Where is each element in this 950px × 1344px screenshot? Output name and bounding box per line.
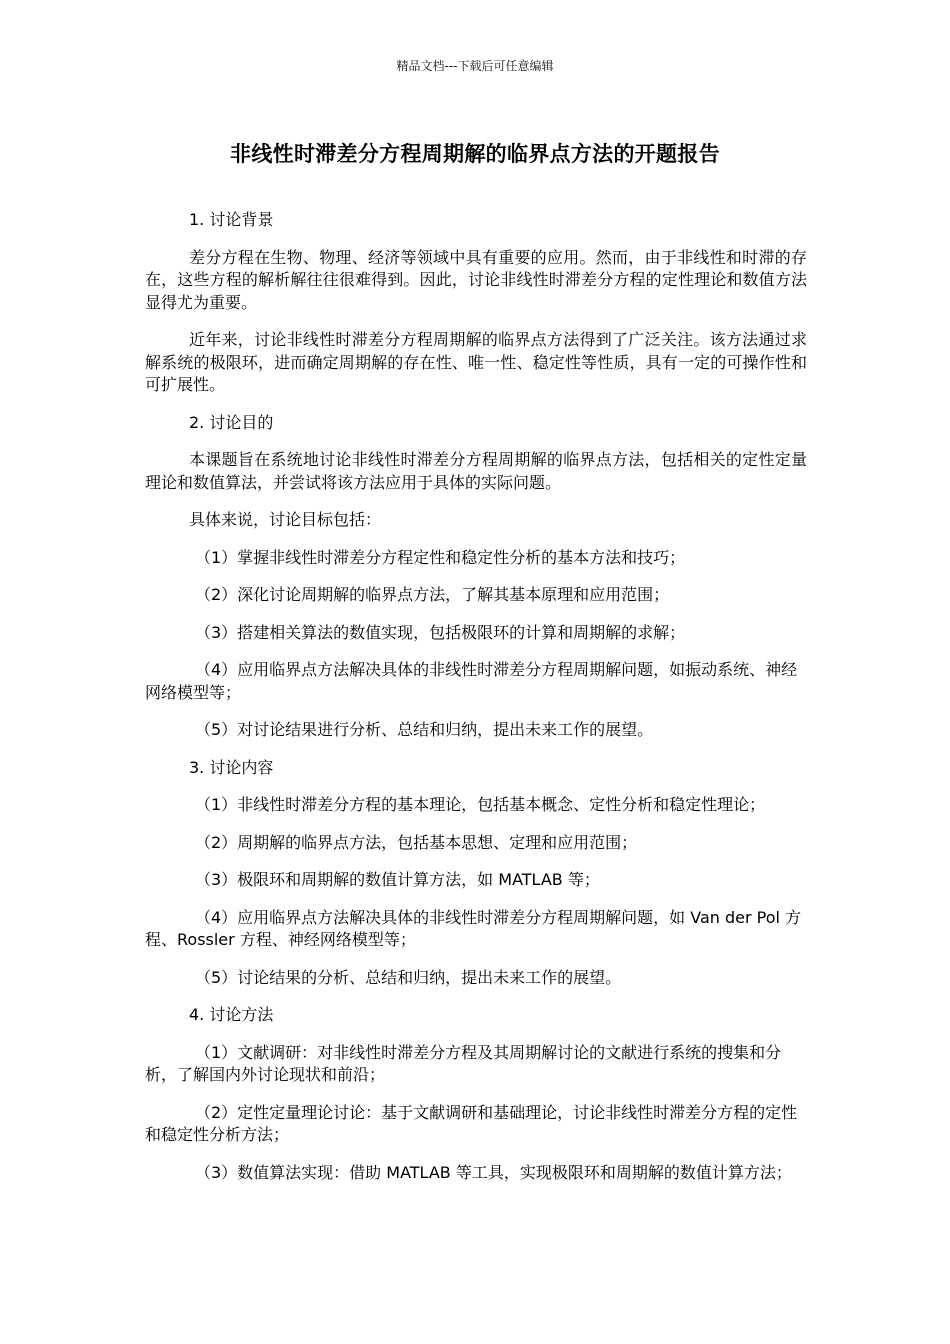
list-item: （5）讨论结果的分析、总结和归纳，提出未来工作的展望。 (195, 967, 622, 987)
list-item: （5）对讨论结果进行分析、总结和归纳，提出未来工作的展望。 (195, 720, 654, 739)
section-heading-method: 4. 讨论方法 (189, 1005, 274, 1024)
list-item: （2）深化讨论周期解的临界点方法，了解其基本原理和应用范围； (195, 585, 670, 604)
list-item: （2）周期解的临界点方法，包括基本思想、定理和应用范围； (195, 832, 638, 852)
list-item: （4）应用临界点方法解决具体的非线性时滞差分方程周期解问题，如振动系统、神经网络模型等； (145, 660, 798, 702)
paragraph: 差分方程在生物、物理、经济等领域中具有重要的应用。然而，由于非线性和时滞的存在，这些方程的解析解往往很难得到。因此，讨论非线性时滞差分方程的定性理论和数值方法显得尤为重要。 (145, 247, 807, 312)
list-item: （1）非线性时滞差分方程的基本理论，包括基本概念、定性分析和稳定性理论； (195, 795, 766, 814)
list-item: （4）应用临界点方法解决具体的非线性时滞差分方程周期解问题，如 Van der Pol 方程、Rossler 方程、神经网络模型等； (145, 907, 802, 949)
list-item: （3）数值算法实现：借助 MATLAB 等工具，实现极限环和周期解的数值计算方法； (195, 1162, 792, 1182)
list-item: （3）搭建相关算法的数值实现，包括极限环的计算和周期解的求解； (195, 622, 686, 642)
paragraph: 具体来说，讨论目标包括： (189, 510, 382, 529)
document-title: 非线性时滞差分方程周期解的临界点方法的开题报告 (230, 142, 720, 166)
list-item: （3）极限环和周期解的数值计算方法，如 MATLAB 等； (195, 870, 600, 889)
section-heading-background: 1. 讨论背景 (189, 210, 274, 229)
paragraph: 近年来，讨论非线性时滞差分方程周期解的临界点方法得到了广泛关注。该方法通过求解系统的极限环，进而确定周期解的存在性、唯一性、稳定性等性质，具有一定的可操作性和可扩展性。 (145, 330, 807, 394)
list-item: （2）定性定量理论讨论：基于文献调研和基础理论，讨论非线性时滞差分方程的定性和稳定性分析方法； (145, 1102, 798, 1144)
section-heading-content: 3. 讨论内容 (189, 757, 274, 777)
list-item: （1）文献调研：对非线性时滞差分方程及其周期解讨论的文献进行系统的搜集和分析，了解国内外讨论现状和前沿； (145, 1042, 782, 1084)
document-body (145, 209, 807, 1199)
list-item: （1）掌握非线性时滞差分方程定性和稳定性分析的基本方法和技巧； (195, 547, 686, 567)
paragraph: 本课题旨在系统地讨论非线性时滞差分方程周期解的临界点方法，包括相关的定性定量理论和数值算法，并尝试将该方法应用于具体的实际问题。 (145, 450, 807, 492)
section-heading-purpose: 2. 讨论目的 (189, 412, 274, 432)
header-note: 精品文档---下载后可任意编辑 (396, 59, 554, 73)
